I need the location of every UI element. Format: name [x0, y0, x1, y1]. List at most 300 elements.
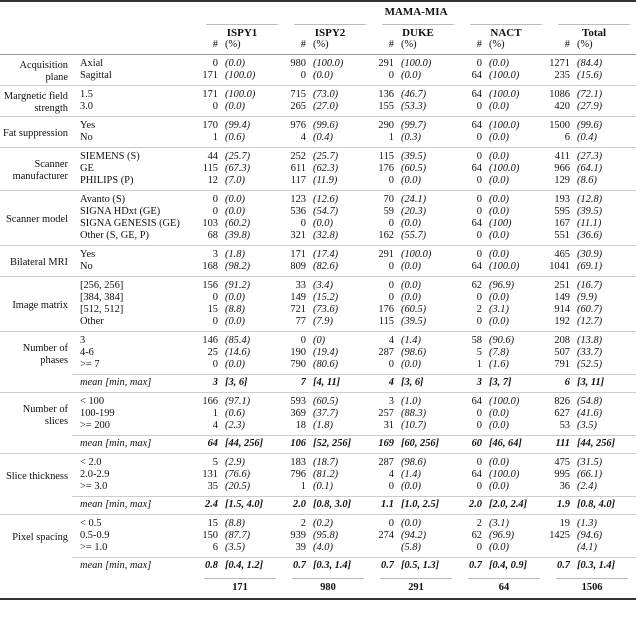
count-cell: 15: [196, 515, 218, 531]
count-cell: 192: [554, 316, 570, 327]
count-cell: 0: [476, 175, 482, 186]
count-cell: 0: [388, 218, 394, 229]
percent-cell: (0.0): [489, 316, 509, 327]
corner-empty: [0, 21, 196, 39]
group-total: [460, 575, 548, 599]
group-total-value: 64: [468, 578, 540, 594]
count-cell: 274: [378, 530, 394, 541]
count-cell: 176: [378, 304, 394, 315]
percent-cell: (95.8): [313, 530, 339, 541]
count-cell: 0: [460, 191, 482, 207]
percent-cell: (0.0): [489, 175, 509, 186]
count-cell: 235: [554, 70, 570, 81]
count-cell: 0: [196, 191, 218, 207]
count-cell: 0: [212, 292, 218, 303]
percent-cell: (15.6): [577, 70, 603, 81]
row-label: 3: [72, 332, 196, 348]
count-cell: 64: [460, 86, 482, 102]
percent-cell: (0.0): [482, 454, 548, 470]
percent-cell: (0.0): [489, 132, 509, 143]
count-cell: 966: [554, 163, 570, 174]
count-cell: 0: [476, 58, 482, 69]
count-cell: 721: [290, 304, 306, 315]
table-row: [0, 261, 636, 277]
percent-cell: (0.0): [489, 206, 509, 217]
table-row: [0, 304, 636, 316]
percent-cell: (91.2): [218, 277, 284, 293]
percent-cell: (14.6): [225, 347, 251, 358]
percent-cell: (3.1): [489, 304, 509, 315]
count-cell: 183: [284, 454, 306, 470]
table-row: [0, 230, 636, 246]
percent-cell: (5.8): [401, 542, 421, 553]
count-cell: 0: [476, 542, 482, 553]
percent-cell: (10.7): [401, 420, 427, 431]
percent-cell: (12.8): [570, 191, 636, 207]
row-label: >= 200: [80, 420, 110, 431]
percent-cell: (0.1): [313, 481, 333, 492]
count-cell: 2: [476, 304, 482, 315]
percent-cell: (98.6): [394, 454, 460, 470]
group-name: Total: [558, 24, 630, 39]
range-value: [52, 256]: [306, 436, 372, 454]
row-label: 4-6: [80, 347, 94, 358]
table-row: [0, 86, 636, 102]
count-cell: 171: [202, 70, 218, 81]
percent-cell: (25.7): [218, 148, 284, 164]
count-cell: 0: [212, 58, 218, 69]
percent-cell: (100.0): [394, 246, 460, 262]
row-label: SIGNA GENESIS (GE): [80, 218, 180, 229]
count-cell: 0: [476, 408, 482, 419]
percent-cell: (0.0): [401, 359, 421, 370]
count-cell: 995: [554, 469, 570, 480]
count-cell: 115: [378, 316, 394, 327]
percent-cell: (3.5): [225, 542, 245, 553]
row-label: SIEMENS (S): [72, 148, 196, 164]
count-cell: 627: [554, 408, 570, 419]
range-value: [0.8, 4.0]: [570, 497, 636, 515]
percent-cell: (54.7): [313, 206, 339, 217]
mean-row: [0, 436, 636, 454]
percent-cell: (0.0): [225, 206, 245, 217]
percent-header: (%): [218, 39, 284, 55]
mean-value: 0.7: [284, 558, 306, 576]
group-total-value: 291: [380, 578, 452, 594]
totals-row: [0, 575, 636, 599]
percent-cell: (39.5): [401, 316, 427, 327]
count-cell: [372, 542, 394, 558]
count-cell: 25: [207, 347, 218, 358]
count-header: #: [284, 39, 306, 55]
empty-cell: [72, 575, 196, 599]
group-total: [284, 575, 372, 599]
count-cell: 0: [476, 292, 482, 303]
count-cell: 3: [196, 246, 218, 262]
percent-cell: (7.0): [225, 175, 245, 186]
count-cell: 593: [284, 393, 306, 409]
count-cell: 62: [460, 277, 482, 293]
mean-label: mean [min, max]: [72, 558, 196, 576]
group-name: ISPY1: [206, 24, 278, 39]
column-group-header: [548, 21, 636, 39]
range-value: [60, 256]: [394, 436, 460, 454]
percent-cell: (0.0): [482, 191, 548, 207]
percent-cell: (0.0): [401, 218, 421, 229]
section-label: Scanner manufacturer: [0, 148, 72, 191]
count-cell: 0: [388, 481, 394, 492]
percent-cell: (12.7): [577, 316, 603, 327]
range-value: [46, 64]: [482, 436, 548, 454]
percent-cell: (55.7): [401, 230, 427, 241]
percent-cell: (0.0): [489, 420, 509, 431]
percent-cell: (3.5): [577, 420, 597, 431]
section-label: Bilateral MRI: [0, 246, 72, 277]
percent-cell: (62.3): [313, 163, 339, 174]
count-cell: 939: [290, 530, 306, 541]
percent-cell: (15.2): [313, 292, 339, 303]
count-cell: 77: [295, 316, 306, 327]
percent-cell: (87.7): [225, 530, 251, 541]
count-cell: 208: [548, 332, 570, 348]
count-cell: 35: [207, 481, 218, 492]
percent-cell: (3.1): [482, 515, 548, 531]
percent-cell: (0.0): [225, 101, 245, 112]
count-cell: 115: [202, 163, 218, 174]
group-name: DUKE: [382, 24, 454, 39]
percent-cell: (2.3): [225, 420, 245, 431]
percent-cell: (98.6): [401, 347, 427, 358]
percent-cell: (16.7): [570, 277, 636, 293]
group-total: [372, 575, 460, 599]
table-row: [0, 117, 636, 133]
mean-value: 0.7: [460, 558, 482, 576]
row-label: Avanto (S): [72, 191, 196, 207]
count-cell: 291: [372, 246, 394, 262]
count-cell: 1: [212, 132, 218, 143]
table-row: [0, 55, 636, 71]
count-cell: 1: [476, 359, 482, 370]
percent-cell: (0.2): [306, 515, 372, 531]
count-cell: 171: [196, 86, 218, 102]
percent-cell: (8.8): [225, 304, 245, 315]
percent-cell: (0.0): [225, 58, 245, 69]
range-value: [3, 6]: [394, 375, 460, 393]
table-row: [0, 332, 636, 348]
count-cell: 31: [383, 420, 394, 431]
percent-cell: (0.0): [401, 481, 421, 492]
count-cell: 162: [378, 230, 394, 241]
percent-cell: (20.3): [401, 206, 427, 217]
count-cell: 0: [388, 261, 394, 272]
count-cell: 167: [554, 218, 570, 229]
count-cell: 287: [372, 454, 394, 470]
percent-cell: (8.6): [577, 175, 597, 186]
count-cell: 1425: [549, 530, 570, 541]
count-cell: 19: [548, 515, 570, 531]
count-header: #: [372, 39, 394, 55]
count-cell: 6: [564, 132, 570, 143]
count-cell: 129: [554, 175, 570, 186]
percent-cell: (32.8): [313, 230, 339, 241]
count-cell: 976: [284, 117, 306, 133]
count-cell: 5: [196, 454, 218, 470]
group-name: ISPY2: [294, 24, 366, 39]
percent-cell: (0.0): [482, 246, 548, 262]
percent-cell: (100.0): [482, 393, 548, 409]
mean-value: 0.7: [548, 558, 570, 576]
row-label: PHILIPS (P): [80, 175, 134, 186]
count-cell: 507: [554, 347, 570, 358]
count-cell: 117: [290, 175, 306, 186]
mean-value: 2.0: [284, 497, 306, 515]
count-cell: 150: [202, 530, 218, 541]
percent-cell: (2.9): [218, 454, 284, 470]
percent-cell: (85.4): [218, 332, 284, 348]
percent-cell: (39.5): [577, 206, 603, 217]
count-cell: 551: [554, 230, 570, 241]
count-cell: 62: [471, 530, 482, 541]
row-label: 0.5-0.9: [80, 530, 110, 541]
count-cell: 369: [290, 408, 306, 419]
count-cell: 6: [212, 542, 218, 553]
column-group-header: [196, 21, 284, 39]
count-cell: 0: [460, 454, 482, 470]
section-label: Number of phases: [0, 332, 72, 375]
percent-cell: (36.6): [577, 230, 603, 241]
count-cell: 0: [476, 132, 482, 143]
range-value: [1.5, 4.0]: [218, 497, 284, 515]
percent-cell: (20.5): [225, 481, 251, 492]
section-label: Margnetic field strength: [0, 86, 72, 117]
mean-label: mean [min, max]: [72, 497, 196, 515]
row-label: < 2.0: [72, 454, 196, 470]
percent-cell: (0.0): [401, 70, 421, 81]
table-row: [0, 393, 636, 409]
table-row: [0, 218, 636, 230]
count-cell: 1271: [549, 58, 570, 69]
range-value: [2.0, 2.4]: [482, 497, 548, 515]
percent-cell: (0.0): [225, 359, 245, 370]
range-value: [0.4, 0.9]: [482, 558, 548, 576]
row-label: Sagittal: [80, 70, 112, 81]
row-label: [384, 384]: [80, 292, 124, 303]
count-cell: 156: [196, 277, 218, 293]
count-cell: 58: [460, 332, 482, 348]
percent-cell: (100): [489, 218, 512, 229]
percent-header: (%): [306, 39, 372, 55]
percent-cell: (0.0): [489, 481, 509, 492]
row-label: Other (S, GE, P): [80, 230, 149, 241]
range-value: [0.3, 1.4]: [570, 558, 636, 576]
range-value: [0.4, 1.2]: [218, 558, 284, 576]
table-row: [0, 70, 636, 86]
row-label: >= 3.0: [80, 481, 108, 492]
percent-cell: (0.0): [401, 292, 421, 303]
percent-cell: (2.4): [577, 481, 597, 492]
count-cell: 4: [388, 469, 394, 480]
group-total: [548, 575, 636, 599]
section-label: Number of slices: [0, 393, 72, 436]
count-cell: 536: [290, 206, 306, 217]
count-cell: 171: [284, 246, 306, 262]
range-value: [4, 11]: [306, 375, 372, 393]
percent-cell: (8.8): [218, 515, 284, 531]
percent-cell: (100.0): [482, 117, 548, 133]
count-cell: 251: [548, 277, 570, 293]
count-cell: 103: [202, 218, 218, 229]
count-cell: 64: [471, 469, 482, 480]
percent-header: (%): [570, 39, 636, 55]
count-cell: 123: [284, 191, 306, 207]
count-cell: 0: [388, 292, 394, 303]
row-label: < 100: [72, 393, 196, 409]
count-cell: 64: [471, 70, 482, 81]
percent-cell: (100.0): [489, 163, 520, 174]
percent-cell: (4.0): [313, 542, 333, 553]
percent-cell: (9.9): [577, 292, 597, 303]
mean-value: 6: [548, 375, 570, 393]
row-label: 3.0: [80, 101, 93, 112]
count-cell: 252: [284, 148, 306, 164]
percent-cell: (18.7): [306, 454, 372, 470]
column-group-header: [460, 21, 548, 39]
count-cell: 170: [196, 117, 218, 133]
count-cell: 155: [378, 101, 394, 112]
count-cell: 715: [284, 86, 306, 102]
table-row: [0, 469, 636, 481]
percent-cell: (39.8): [225, 230, 251, 241]
range-value: [3, 6]: [218, 375, 284, 393]
count-cell: 64: [471, 163, 482, 174]
row-label: Yes: [72, 117, 196, 133]
percent-cell: (7.8): [489, 347, 509, 358]
count-cell: 796: [290, 469, 306, 480]
range-value: [0.8, 3.0]: [306, 497, 372, 515]
range-value: [0.3, 1.4]: [306, 558, 372, 576]
count-cell: 0: [284, 332, 306, 348]
count-cell: 0: [476, 316, 482, 327]
count-cell: 420: [554, 101, 570, 112]
count-cell: 0: [300, 70, 306, 81]
percent-cell: (0.0): [489, 230, 509, 241]
group-name: NACT: [470, 24, 542, 39]
empty-cell: [0, 575, 72, 599]
row-label: No: [80, 132, 93, 143]
column-group-header: [284, 21, 372, 39]
percent-cell: (11.1): [577, 218, 602, 229]
count-cell: 36: [559, 481, 570, 492]
count-header: #: [548, 39, 570, 55]
count-cell: 166: [196, 393, 218, 409]
percent-cell: (73.6): [313, 304, 339, 315]
table-row: [0, 316, 636, 332]
count-cell: 4: [372, 332, 394, 348]
row-label: GE: [80, 163, 94, 174]
table-row: [0, 515, 636, 531]
count-cell: 791: [554, 359, 570, 370]
percent-cell: (1.6): [489, 359, 509, 370]
percent-cell: (0.0): [401, 261, 421, 272]
percent-cell: (0.0): [489, 408, 509, 419]
percent-cell: (1.4): [401, 469, 421, 480]
table-row: [0, 359, 636, 375]
percent-cell: (25.7): [306, 148, 372, 164]
percent-cell: (0.6): [225, 408, 245, 419]
table-row: [0, 206, 636, 218]
percent-cell: (37.7): [313, 408, 339, 419]
section-label: Acquisition plane: [19, 60, 68, 83]
mean-label: mean [min, max]: [72, 436, 196, 454]
mean-row: [0, 497, 636, 515]
percent-cell: (46.7): [394, 86, 460, 102]
row-label: 1.5: [72, 86, 196, 102]
count-cell: 15: [207, 304, 218, 315]
percent-cell: (100.0): [482, 86, 548, 102]
percent-cell: (1.8): [218, 246, 284, 262]
percent-cell: (1.3): [570, 515, 636, 531]
percent-cell: (0.0): [482, 148, 548, 164]
count-cell: 411: [548, 148, 570, 164]
count-cell: 790: [290, 359, 306, 370]
count-cell: 0: [476, 101, 482, 112]
group-total: [196, 575, 284, 599]
mean-value: 2.0: [460, 497, 482, 515]
count-cell: 0: [388, 359, 394, 370]
count-cell: 149: [554, 292, 570, 303]
count-cell: 4: [212, 420, 218, 431]
percent-cell: (98.2): [225, 261, 251, 272]
count-cell: 0: [388, 175, 394, 186]
percent-cell: (100.0): [489, 261, 520, 272]
count-cell: 475: [548, 454, 570, 470]
count-cell: 1: [212, 408, 218, 419]
count-cell: 0: [300, 218, 306, 229]
count-cell: 1041: [549, 261, 570, 272]
count-cell: 4: [300, 132, 306, 143]
percent-cell: (99.7): [394, 117, 460, 133]
percent-cell: (52.5): [577, 359, 603, 370]
table-title: MAMA-MIA: [384, 6, 448, 18]
count-cell: 465: [548, 246, 570, 262]
count-cell: 0: [212, 206, 218, 217]
percent-cell: (67.3): [225, 163, 251, 174]
count-cell: 0: [388, 70, 394, 81]
percent-cell: (60.2): [225, 218, 251, 229]
count-cell: 33: [284, 277, 306, 293]
percent-cell: (27.9): [577, 101, 603, 112]
row-label: [512, 512]: [80, 304, 124, 315]
count-cell: 146: [196, 332, 218, 348]
percent-cell: (60.5): [401, 304, 427, 315]
percent-cell: (100.0): [225, 70, 256, 81]
count-cell: 193: [548, 191, 570, 207]
table-row: [0, 191, 636, 207]
group-total-value: 1506: [556, 578, 628, 594]
count-cell: 168: [202, 261, 218, 272]
percent-cell: (0.4): [313, 132, 333, 143]
percent-cell: (0.0): [489, 101, 509, 112]
percent-cell: (0.0): [313, 70, 333, 81]
percent-cell: (0.0): [401, 175, 421, 186]
mean-value: 106: [284, 436, 306, 454]
count-cell: 115: [372, 148, 394, 164]
count-cell: 18: [295, 420, 306, 431]
percent-cell: (80.6): [313, 359, 339, 370]
percent-cell: (76.6): [225, 469, 251, 480]
percent-cell: (0.0): [394, 277, 460, 293]
percent-cell: (24.1): [394, 191, 460, 207]
